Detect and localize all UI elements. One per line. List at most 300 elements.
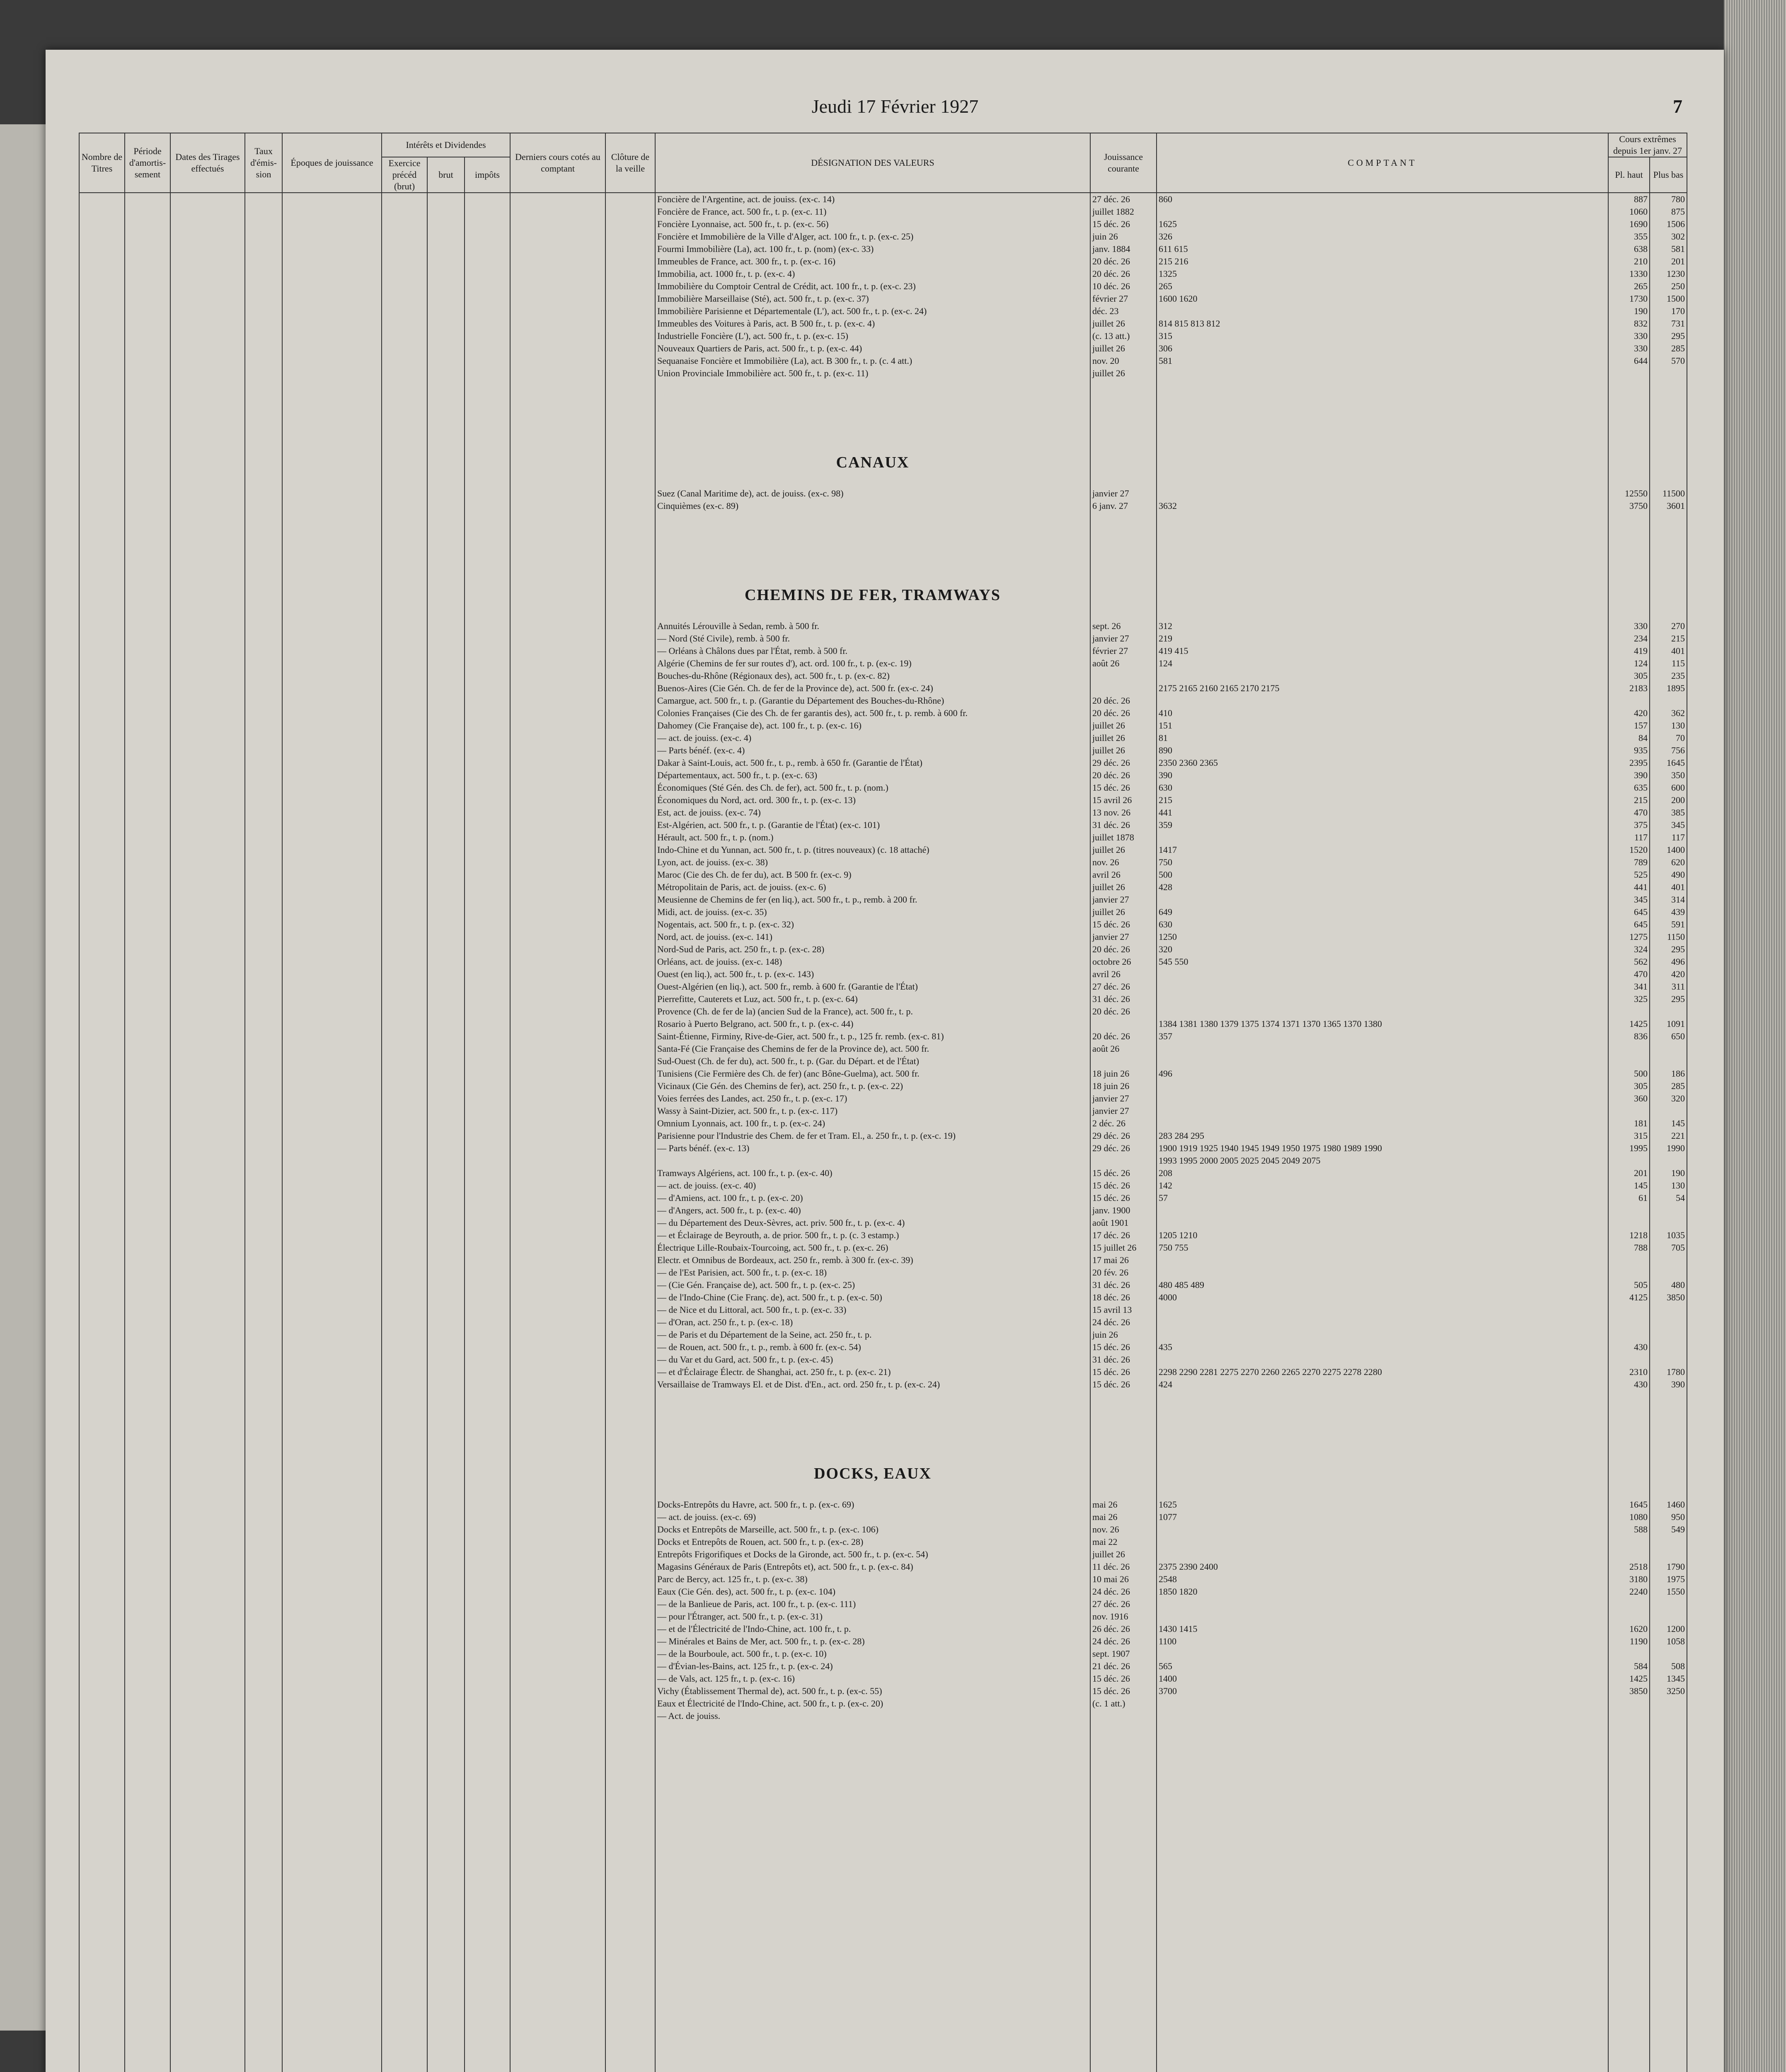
low-price: 1058 (1667, 1636, 1685, 1646)
high-price: 2395 (1629, 758, 1648, 768)
security-name: — de l'Indo-Chine (Cie Franç. de), act. 500 fr., t. p. (ex-c. 50) (657, 1292, 882, 1302)
low-price (1652, 1536, 1685, 1548)
section-title-spacer (1159, 433, 1606, 487)
high-price: 61 (1638, 1193, 1648, 1203)
high-price: 832 (1634, 318, 1648, 329)
low-price: 70 (1676, 733, 1685, 743)
high-price: 305 (1634, 1081, 1648, 1091)
security-name: Lyon, act. de jouiss. (ex-c. 38) (657, 857, 768, 867)
low-price (1652, 1710, 1685, 1722)
high-price: 887 (1634, 194, 1648, 204)
jouissance-date: 20 déc. 26 (1092, 269, 1130, 279)
comptant-quotes: 1325 (1159, 269, 1177, 279)
low-price: 1035 (1667, 1230, 1685, 1240)
section-gap (1652, 380, 1685, 433)
comptant-quotes: 312 (1159, 621, 1172, 631)
jouissance-date: 20 déc. 26 (1092, 256, 1130, 266)
high-price: 644 (1634, 356, 1648, 366)
security-name: Voies ferrées des Landes, act. 250 fr., t. p. (ex-c. 17) (657, 1093, 847, 1104)
security-name: Docks et Entrepôts de Rouen, act. 500 fr., t. p. (ex-c. 28) (657, 1537, 864, 1547)
high-price: 525 (1634, 869, 1648, 880)
jouissance-date: 27 déc. 26 (1092, 981, 1130, 992)
high-price: 441 (1634, 882, 1648, 892)
jouissance-date: (c. 13 att.) (1092, 331, 1130, 341)
low-price: 1230 (1667, 269, 1685, 279)
high-price: 330 (1634, 331, 1648, 341)
jouissance-date: 20 déc. 26 (1092, 708, 1130, 718)
comptant-quotes: 57 (1159, 1193, 1168, 1203)
jouissance-date: 15 déc. 26 (1092, 1367, 1130, 1377)
jouissance-date: nov. 20 (1092, 356, 1119, 366)
jouissance-date: 18 juin 26 (1092, 1081, 1130, 1091)
low-price (1652, 1055, 1685, 1067)
comptant-quotes (1159, 1353, 1606, 1366)
high-price: 430 (1634, 1342, 1648, 1352)
comptant-quotes: 2548 (1159, 1574, 1177, 1584)
comptant-quotes (1159, 670, 1606, 682)
section-gap (1159, 380, 1606, 433)
security-name: Parisienne pour l'Industrie des Chem. de fer et Tram. El., a. 250 fr., t. p. (ex-c. 19) (657, 1130, 956, 1141)
high-price: 2310 (1629, 1367, 1648, 1377)
security-name: Foncière de France, act. 500 fr., t. p. (ex-c. 11) (657, 206, 827, 217)
high-price (1610, 367, 1648, 380)
security-name: Ouest-Algérien (en liq.), act. 500 fr., remb. à 600 fr. (Garantie de l'État) (657, 981, 918, 992)
comptant-quotes (1159, 695, 1606, 707)
low-price: 581 (1671, 244, 1685, 254)
comptant-quotes: 649 (1159, 907, 1172, 917)
security-name: Docks et Entrepôts de Marseille, act. 500 fr., t. p. (ex-c. 106) (657, 1524, 878, 1535)
comptant-quotes: 565 (1159, 1661, 1172, 1671)
comptant-quotes: 265 (1159, 281, 1172, 291)
high-price: 638 (1634, 244, 1648, 254)
comptant-column (1157, 193, 1608, 2072)
security-name: Vicinaux (Cie Gén. des Chemins de fer), act. 250 fr., t. p. (ex-c. 22) (657, 1081, 903, 1091)
high-price (1610, 1598, 1648, 1610)
page-date: Jeudi 17 Février 1927 (811, 96, 979, 117)
high-price (1610, 1055, 1648, 1067)
comptant-quotes (1159, 1598, 1606, 1610)
jouissance-date: 26 déc. 26 (1092, 1624, 1130, 1634)
security-name: Omnium Lyonnais, act. 100 fr., t. p. (ex-c. 24) (657, 1118, 825, 1128)
high-price: 645 (1634, 919, 1648, 929)
col-header-periode: Période d'amortis-sement (125, 133, 170, 193)
comptant-quotes: 4000 (1159, 1292, 1177, 1302)
jouissance-date: 6 janv. 27 (1092, 501, 1128, 511)
comptant-quotes (1159, 1080, 1606, 1092)
low-price: 420 (1671, 969, 1685, 979)
section-gap (1092, 1722, 1154, 1776)
comptant-quotes: 215 (1159, 795, 1172, 805)
high-price: 305 (1634, 670, 1648, 681)
comptant-quotes: 359 (1159, 820, 1172, 830)
comptant-quotes (1159, 1105, 1606, 1117)
high-price: 2518 (1629, 1561, 1648, 1572)
comptant-quotes (1159, 1648, 1606, 1660)
high-price: 315 (1634, 1130, 1648, 1141)
jouissance-date: 15 avril 13 (1092, 1305, 1132, 1315)
low-price (1652, 1155, 1685, 1167)
high-price: 4125 (1629, 1292, 1648, 1302)
low-price: 215 (1671, 633, 1685, 644)
high-price (1610, 1217, 1648, 1229)
low-price: 186 (1671, 1068, 1685, 1079)
jouissance-date: sept. 26 (1092, 621, 1121, 631)
jouissance-date: 24 déc. 26 (1092, 1317, 1130, 1327)
comptant-quotes: 410 (1159, 708, 1172, 718)
comptant-quotes (1159, 1710, 1606, 1722)
high-price: 325 (1634, 994, 1648, 1004)
high-price: 1218 (1629, 1230, 1648, 1240)
jouissance-date (1092, 1710, 1154, 1722)
security-name: Nouveaux Quartiers de Paris, act. 500 fr., t. p. (ex-c. 44) (657, 343, 862, 353)
col-header-interets: Intérêts et Dividendes (382, 133, 510, 157)
low-price (1652, 1697, 1685, 1710)
low-price: 1895 (1667, 683, 1685, 693)
security-name: Hérault, act. 500 fr., t. p. (nom.) (657, 832, 774, 842)
security-name: — de Rouen, act. 500 fr., t. p., remb. à 600 fr. (ex-c. 54) (657, 1342, 861, 1352)
comptant-quotes: 750 755 (1159, 1242, 1188, 1253)
high-price: 935 (1634, 745, 1648, 755)
jouissance-date: janvier 27 (1092, 932, 1129, 942)
high-price: 190 (1634, 306, 1648, 316)
low-price: 705 (1671, 1242, 1685, 1253)
jouissance-date: 27 déc. 26 (1092, 1599, 1130, 1609)
security-name: Versaillaise de Tramways El. et de Dist. d'En., act. ord. 250 fr., t. p. (ex-c. 24) (657, 1379, 940, 1389)
security-name: Eaux et Électricité de l'Indo-Chine, act. 500 fr., t. p. (ex-c. 20) (657, 1698, 883, 1709)
section-title-spacer (1092, 433, 1154, 487)
jouissance-date: 15 déc. 26 (1092, 1168, 1130, 1178)
col-header-jouissance: Jouissance courante (1090, 133, 1157, 193)
quotation-table (79, 133, 1687, 2072)
low-price: 496 (1671, 956, 1685, 967)
adjacent-page-strip (0, 124, 46, 2031)
low-price: 295 (1671, 944, 1685, 954)
jouissance-date: août 26 (1092, 1043, 1120, 1054)
high-price: 789 (1634, 857, 1648, 867)
section-gap (1092, 1391, 1154, 1445)
comptant-quotes: 326 (1159, 231, 1172, 242)
security-name: — du Var et du Gard, act. 500 fr., t. p. (ex-c. 45) (657, 1354, 833, 1365)
low-price: 1091 (1667, 1019, 1685, 1029)
high-price: 500 (1634, 1068, 1648, 1079)
comptant-quotes (1159, 1329, 1606, 1341)
comptant-quotes (1159, 1254, 1606, 1266)
low-price (1652, 1105, 1685, 1117)
section-gap (657, 380, 1088, 433)
security-name: — d'Angers, act. 500 fr., t. p. (ex-c. 40) (657, 1205, 801, 1215)
security-name: Colonies Françaises (Cie des Ch. de fer garantis des), act. 500 fr., t. p. remb. à 600 fr. (657, 708, 968, 718)
security-name: — Parts bénéf. (ex-c. 4) (657, 745, 745, 755)
jouissance-date: 10 mai 26 (1092, 1574, 1129, 1584)
comptant-quotes: 441 (1159, 807, 1172, 818)
jouissance-date: 15 déc. 26 (1092, 1673, 1130, 1684)
security-name: Foncière et Immobilière de la Ville d'Alger, act. 100 fr., t. p. (ex-c. 25) (657, 231, 914, 242)
jouissance-date: 15 déc. 26 (1092, 782, 1130, 793)
jouissance-date (1092, 1155, 1154, 1167)
comptant-quotes (1159, 1117, 1606, 1130)
security-name: Métropolitain de Paris, act. de jouiss. (ex-c. 6) (657, 882, 826, 892)
jouissance-date: nov. 26 (1092, 857, 1119, 867)
comptant-quotes: 1625 (1159, 1499, 1177, 1510)
col-epoques (282, 193, 382, 2072)
comptant-quotes: 81 (1159, 733, 1168, 743)
section-gap (1610, 1391, 1648, 1445)
high-price: 562 (1634, 956, 1648, 967)
col-header-designation: DÉSIGNATION DES VALEURS (655, 133, 1090, 193)
high-price (1610, 1648, 1648, 1660)
comptant-quotes: 1417 (1159, 845, 1177, 855)
low-price: 11500 (1662, 488, 1685, 499)
security-name: Immobilière Marseillaise (Sté), act. 500 fr., t. p. (ex-c. 37) (657, 293, 869, 304)
high-price: 645 (1634, 907, 1648, 917)
comptant-quotes: 357 (1159, 1031, 1172, 1041)
jouissance-date: juillet 26 (1092, 745, 1125, 755)
high-price: 324 (1634, 944, 1648, 954)
low-price: 1975 (1667, 1574, 1685, 1584)
high-price: 470 (1634, 969, 1648, 979)
low-price: 570 (1671, 356, 1685, 366)
jouissance-date: 15 déc. 26 (1092, 1180, 1130, 1191)
col-header-epoques: Époques de jouissance (282, 133, 382, 193)
security-name: Buenos-Aires (Cie Gén. Ch. de fer de la Province de), act. 500 fr. (ex-c. 24) (657, 683, 933, 693)
low-price: 345 (1671, 820, 1685, 830)
jouissance-date: 17 déc. 26 (1092, 1230, 1130, 1240)
low-price: 756 (1671, 745, 1685, 755)
comptant-quotes: 1077 (1159, 1512, 1177, 1522)
low-price: 1150 (1667, 932, 1685, 942)
jouissance-date: janvier 27 (1092, 1093, 1129, 1104)
security-name: Algérie (Chemins de fer sur routes d'), act. ord. 100 fr., t. p. (ex-c. 19) (657, 658, 912, 668)
security-name: — Nord (Sté Civile), remb. à 500 fr. (657, 633, 790, 644)
high-price: 145 (1634, 1180, 1648, 1191)
col-impots (465, 193, 510, 2072)
high-price (1610, 1204, 1648, 1217)
security-name: Pierrefitte, Cauterets et Luz, act. 500 fr., t. p. (ex-c. 64) (657, 994, 858, 1004)
low-price: 1550 (1667, 1586, 1685, 1597)
low-price: 490 (1671, 869, 1685, 880)
low-price: 302 (1671, 231, 1685, 242)
comptant-quotes (1159, 1092, 1606, 1105)
high-price: 355 (1634, 231, 1648, 242)
low-price: 600 (1671, 782, 1685, 793)
jouissance-date: mai 22 (1092, 1537, 1118, 1547)
section-gap (657, 1391, 1088, 1445)
low-price: 1780 (1667, 1367, 1685, 1377)
high-price: 1520 (1629, 845, 1648, 855)
section-title-spacer (1092, 1445, 1154, 1498)
high-price: 1645 (1629, 1499, 1648, 1510)
high-price: 1275 (1629, 932, 1648, 942)
low-price: 620 (1671, 857, 1685, 867)
low-price: 3250 (1667, 1686, 1685, 1696)
comptant-quotes: 215 216 (1159, 256, 1188, 266)
security-name: Docks-Entrepôts du Havre, act. 500 fr., t. p. (ex-c. 69) (657, 1499, 854, 1510)
comptant-quotes: 1625 (1159, 219, 1177, 229)
section-title-spacer (1652, 566, 1685, 620)
jouissance-date: janvier 27 (1092, 633, 1129, 644)
comptant-quotes: 814 815 813 812 (1159, 318, 1220, 329)
high-price (1610, 1610, 1648, 1623)
low-price: 295 (1671, 331, 1685, 341)
jouissance-date: juillet 26 (1092, 720, 1125, 731)
jouissance-date (1092, 1018, 1154, 1030)
jouissance-date: 15 déc. 26 (1092, 219, 1130, 229)
low-price (1652, 1610, 1685, 1623)
comptant-quotes (1159, 1697, 1606, 1710)
comptant-quotes (1159, 993, 1606, 1005)
low-price: 320 (1671, 1093, 1685, 1104)
high-price: 836 (1634, 1031, 1648, 1041)
security-name: — de Paris et du Département de la Seine, act. 250 fr., t. p. (657, 1329, 872, 1340)
jouissance-date: avril 26 (1092, 869, 1120, 880)
high-price (1610, 1697, 1648, 1710)
comptant-quotes: 500 (1159, 869, 1172, 880)
security-name: — de Vals, act. 125 fr., t. p. (ex-c. 16) (657, 1673, 795, 1684)
low-price: 3850 (1667, 1292, 1685, 1302)
comptant-quotes (1159, 305, 1606, 317)
jouissance-date: 29 déc. 26 (1092, 1143, 1130, 1153)
low-price: 401 (1671, 646, 1685, 656)
security-name: Eaux (Cie Gén. des), act. 500 fr., t. p. (ex-c. 104) (657, 1586, 836, 1597)
high-price: 360 (1634, 1093, 1648, 1104)
low-price: 130 (1671, 720, 1685, 731)
low-price: 390 (1671, 1379, 1685, 1389)
jouissance-date: octobre 26 (1092, 956, 1131, 967)
high-price: 2240 (1629, 1586, 1648, 1597)
high-price (1610, 1043, 1648, 1055)
comptant-quotes (1159, 1055, 1606, 1067)
jouissance-date: janv. 1884 (1092, 244, 1130, 254)
low-price: 480 (1671, 1280, 1685, 1290)
comptant-quotes: 890 (1159, 745, 1172, 755)
section-title-spacer (1092, 566, 1154, 620)
jouissance-date: avril 26 (1092, 969, 1120, 979)
jouissance-date: 21 déc. 26 (1092, 1661, 1130, 1671)
jouissance-date: 15 déc. 26 (1092, 1686, 1130, 1696)
section-gap (1092, 512, 1154, 566)
col-header-titres: Nombre de Titres (79, 133, 125, 193)
jouissance-date: janv. 1900 (1092, 1205, 1130, 1215)
low-price: 950 (1671, 1512, 1685, 1522)
security-name: — act. de jouiss. (ex-c. 40) (657, 1180, 756, 1191)
low-price: 221 (1671, 1130, 1685, 1141)
high-price (1610, 1254, 1648, 1266)
security-name: — de la Banlieue de Paris, act. 100 fr., t. p. (ex-c. 111) (657, 1599, 856, 1609)
comptant-quotes: 545 550 (1159, 956, 1188, 967)
low-price (1652, 1266, 1685, 1279)
comptant-quotes: 630 (1159, 919, 1172, 929)
section-title-spacer (1610, 1445, 1648, 1498)
security-name: Est-Algérien, act. 500 fr., t. p. (Garantie de l'État) (ex-c. 101) (657, 820, 880, 830)
section-title: DOCKS, EAUX (814, 1465, 932, 1482)
low-price: 1460 (1667, 1499, 1685, 1510)
high-price: 265 (1634, 281, 1648, 291)
high-price: 3180 (1629, 1574, 1648, 1584)
section-gap (1652, 1391, 1685, 1445)
jouissance-date: 24 déc. 26 (1092, 1586, 1130, 1597)
jouissance-date: 20 déc. 26 (1092, 770, 1130, 780)
security-name: Foncière de l'Argentine, act. de jouiss. (ex-c. 14) (657, 194, 835, 204)
section-title-spacer (1652, 1445, 1685, 1498)
section-gap (1610, 380, 1648, 433)
jouissance-date: 31 déc. 26 (1092, 820, 1130, 830)
col-header-plus-bas: Plus bas (1650, 157, 1687, 193)
high-price: 1190 (1629, 1636, 1648, 1646)
high-price: 1330 (1629, 269, 1648, 279)
section-gap (657, 1722, 1088, 1776)
security-name: Santa-Fé (Cie Française des Chemins de fer de la Province de), act. 500 fr. (657, 1043, 929, 1054)
high-price: 635 (1634, 782, 1648, 793)
jouissance-date: août 1901 (1092, 1218, 1129, 1228)
comptant-quotes (1159, 1316, 1606, 1329)
comptant-quotes (1159, 1266, 1606, 1279)
low-price: 439 (1671, 907, 1685, 917)
comptant-quotes: 581 (1159, 356, 1172, 366)
low-price: 350 (1671, 770, 1685, 780)
security-name: Immobilière du Comptoir Central de Crédit, act. 100 fr., t. p. (ex-c. 23) (657, 281, 916, 291)
comptant-quotes: 1100 (1159, 1636, 1177, 1646)
comptant-quotes: 219 (1159, 633, 1172, 644)
high-price: 181 (1634, 1118, 1648, 1128)
security-name: Orléans, act. de jouiss. (ex-c. 148) (657, 956, 782, 967)
low-price: 1506 (1667, 219, 1685, 229)
security-name: Suez (Canal Maritime de), act. de jouiss. (ex-c. 98) (657, 488, 844, 499)
high-price: 1690 (1629, 219, 1648, 229)
high-price: 788 (1634, 1242, 1648, 1253)
jouissance-date: 15 déc. 26 (1092, 1193, 1130, 1203)
security-name: Fourmi Immobilière (La), act. 100 fr., t. p. (nom) (ex-c. 33) (657, 244, 874, 254)
jouissance-date: juillet 26 (1092, 882, 1125, 892)
jouissance-date: 15 déc. 26 (1092, 919, 1130, 929)
comptant-quotes (1159, 893, 1606, 906)
low-price (1652, 1217, 1685, 1229)
comptant-quotes: 306 (1159, 343, 1172, 353)
jouissance-date: 20 déc. 26 (1092, 695, 1130, 706)
high-price (1610, 1155, 1648, 1167)
high-price: 210 (1634, 256, 1648, 266)
low-price: 54 (1676, 1193, 1685, 1203)
jouissance-date: juillet 26 (1092, 907, 1125, 917)
high-price: 341 (1634, 981, 1648, 992)
security-name: — de Nice et du Littoral, act. 500 fr., t. p. (ex-c. 33) (657, 1305, 847, 1315)
security-name: — de l'Est Parisien, act. 500 fr., t. p. (ex-c. 18) (657, 1267, 827, 1278)
security-name: Annuités Lérouville à Sedan, remb. à 500 fr. (657, 621, 820, 631)
low-price: 117 (1671, 832, 1685, 842)
jouissance-date: février 27 (1092, 293, 1128, 304)
high-price (1610, 1536, 1648, 1548)
low-price: 1645 (1667, 758, 1685, 768)
jouissance-date: 20 déc. 26 (1092, 1006, 1130, 1017)
plus-haut-column (1608, 193, 1650, 2072)
section-gap (1159, 512, 1606, 566)
high-price (1610, 1304, 1648, 1316)
jouissance-date: mai 26 (1092, 1499, 1118, 1510)
jouissance-date: janvier 27 (1092, 1106, 1129, 1116)
comptant-quotes: 208 (1159, 1168, 1172, 1178)
jouissance-date: février 27 (1092, 646, 1128, 656)
security-name: — act. de jouiss. (ex-c. 4) (657, 733, 752, 743)
security-name: — et Éclairage de Beyrouth, a. de prior. 500 fr., t. p. (c. 3 estamp.) (657, 1230, 899, 1240)
col-cloture (605, 193, 655, 2072)
high-price: 1620 (1629, 1624, 1648, 1634)
low-price (1652, 1304, 1685, 1316)
security-name: — (Cie Gén. Française de), act. 500 fr., t. p. (ex-c. 25) (657, 1280, 855, 1290)
comptant-quotes: 611 615 (1159, 244, 1188, 254)
section-title-spacer (1159, 566, 1606, 620)
comptant-quotes: 2375 2390 2400 (1159, 1561, 1218, 1572)
jouissance-date: 29 déc. 26 (1092, 758, 1130, 768)
low-price: 1500 (1667, 293, 1685, 304)
